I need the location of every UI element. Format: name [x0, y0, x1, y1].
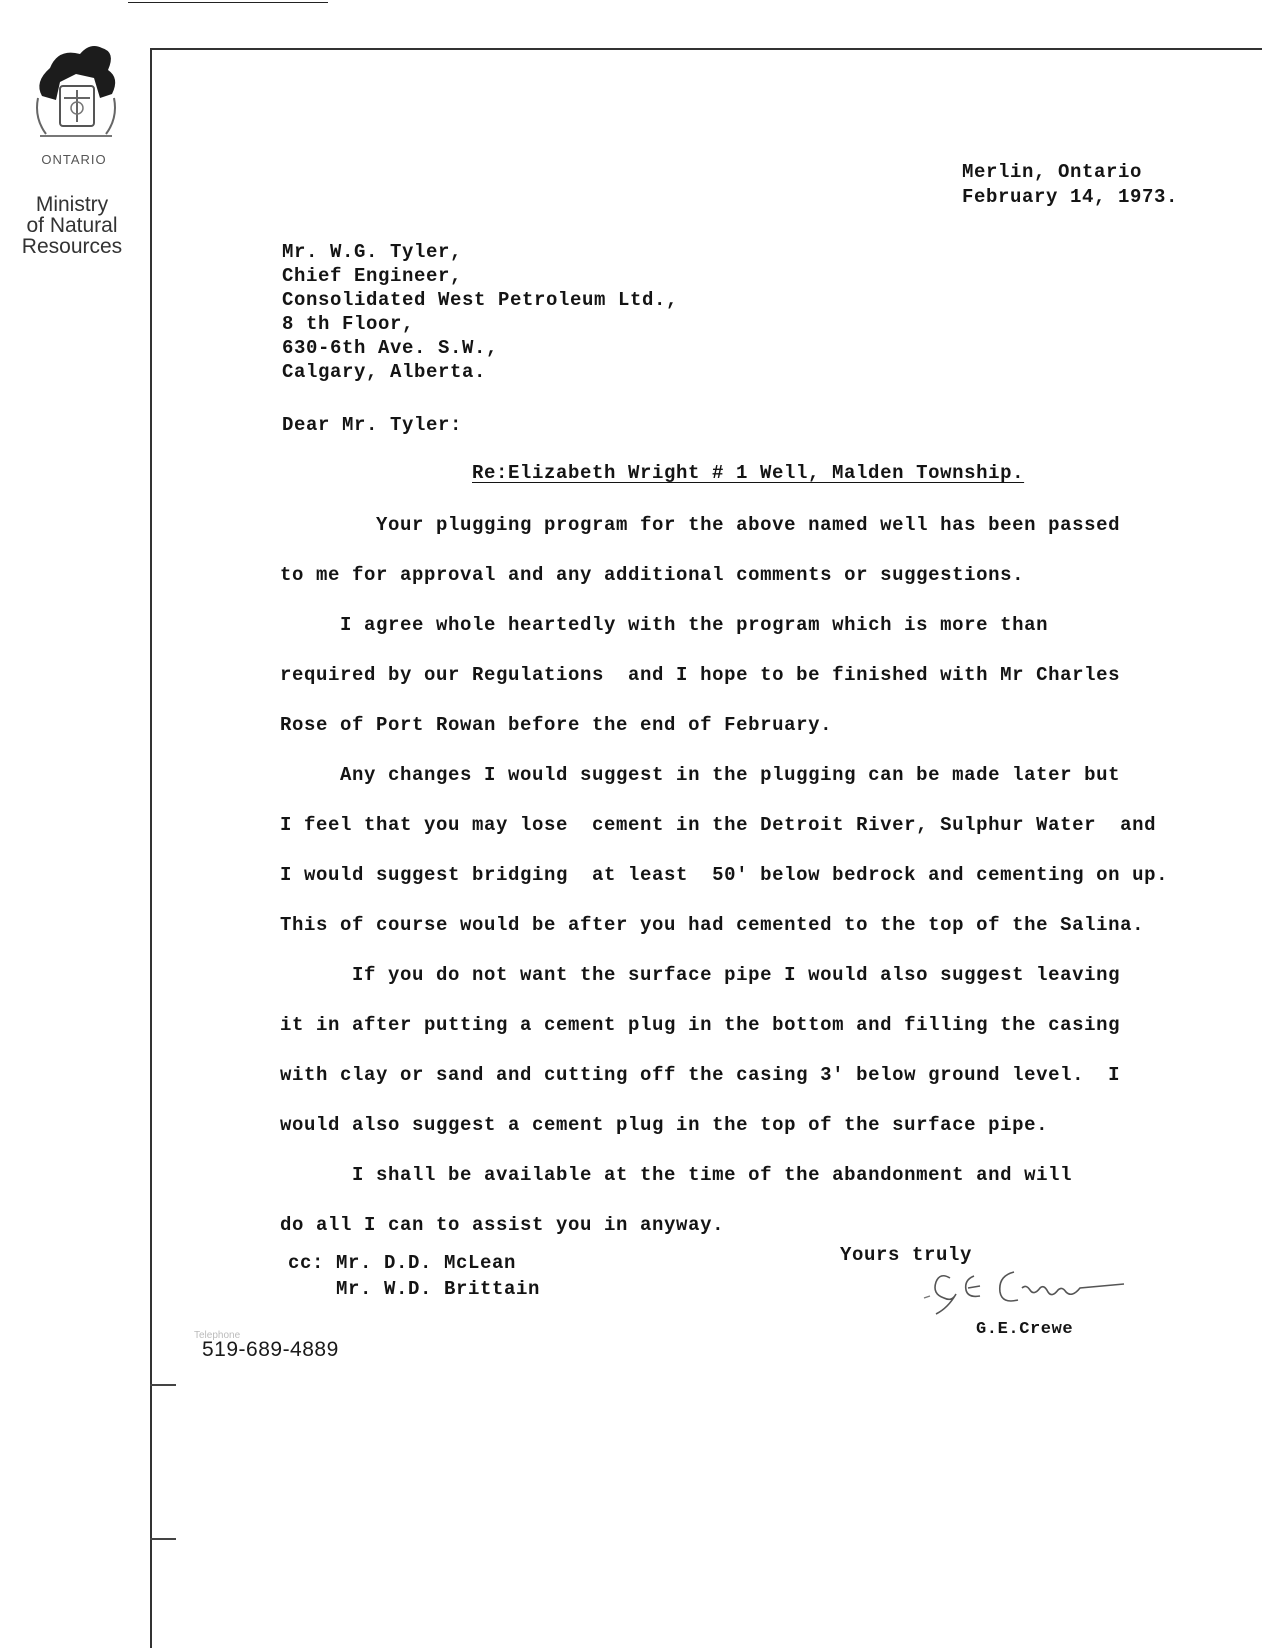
- closing: Yours truly: [840, 1244, 973, 1266]
- ministry-line: of Natural: [26, 214, 118, 237]
- body-line: Your plugging program for the above named well has been passed: [280, 514, 1121, 536]
- top-rule: [128, 2, 328, 3]
- province-label: ONTARIO: [41, 152, 107, 167]
- body-line: with clay or sand and cutting off the casing 3' below ground level. I: [280, 1064, 1121, 1086]
- address-line: Chief Engineer,: [282, 265, 463, 287]
- body-line: required by our Regulations and I hope to be finished with Mr Charles: [280, 664, 1121, 686]
- coat-of-arms-icon: [20, 38, 130, 142]
- body-line: it in after putting a cement plug in the bottom and filling the casing: [280, 1014, 1121, 1036]
- inside-address: [282, 240, 678, 384]
- address-line: 630-6th Ave. S.W.,: [282, 337, 499, 359]
- address-line: Calgary, Alberta.: [282, 361, 487, 383]
- body-line: Rose of Port Rowan before the end of February.: [280, 714, 833, 736]
- handwritten-signature: [910, 1258, 1140, 1322]
- body-line: Any changes I would suggest in the plugging can be made later but: [280, 764, 1121, 786]
- cc-list: [288, 1250, 540, 1302]
- salutation: Dear Mr. Tyler:: [282, 414, 463, 436]
- fold-mark: [150, 1538, 176, 1540]
- phone-label: Telephone: [194, 1330, 241, 1341]
- address-line: Consolidated West Petroleum Ltd.,: [282, 289, 679, 311]
- address-line: 8 th Floor,: [282, 313, 415, 335]
- ministry-name: [6, 194, 138, 257]
- address-line: Mr. W.G. Tyler,: [282, 241, 463, 263]
- cc-line: Mr. W.D. Brittain: [288, 1278, 541, 1300]
- body-line: If you do not want the surface pipe I would also suggest leaving: [280, 964, 1121, 986]
- date-block: [962, 160, 1178, 210]
- cc-line: cc: Mr. D.D. McLean: [288, 1252, 517, 1274]
- frame-top-border: [150, 48, 1262, 50]
- phone-number: 519-689-4889: [202, 1338, 339, 1361]
- body-line: to me for approval and any additional comments or suggestions.: [280, 564, 1025, 586]
- letter-place: Merlin, Ontario: [962, 161, 1143, 183]
- body-line: I shall be available at the time of the abandonment and will: [280, 1164, 1073, 1186]
- frame-left-border: [150, 48, 152, 1648]
- fold-mark: [150, 1384, 176, 1386]
- body-line: do all I can to assist you in anyway.: [280, 1214, 725, 1236]
- ministry-line: Resources: [21, 235, 123, 258]
- body-line: I would suggest bridging at least 50' below bedrock and cementing on up.: [280, 864, 1169, 886]
- signer-name: G.E.Crewe: [976, 1320, 1074, 1339]
- body-line: I feel that you may lose cement in the Detroit River, Sulphur Water and: [280, 814, 1157, 836]
- subject-line: Re:Elizabeth Wright # 1 Well, Malden Township.: [472, 462, 1025, 484]
- body-line: This of course would be after you had cemented to the top of the Salina.: [280, 914, 1145, 936]
- body-line: I agree whole heartedly with the program which is more than: [280, 614, 1049, 636]
- ministry-line: Ministry: [35, 193, 109, 216]
- letter-date: February 14, 1973.: [962, 186, 1179, 208]
- body-line: would also suggest a cement plug in the top of the surface pipe.: [280, 1114, 1049, 1136]
